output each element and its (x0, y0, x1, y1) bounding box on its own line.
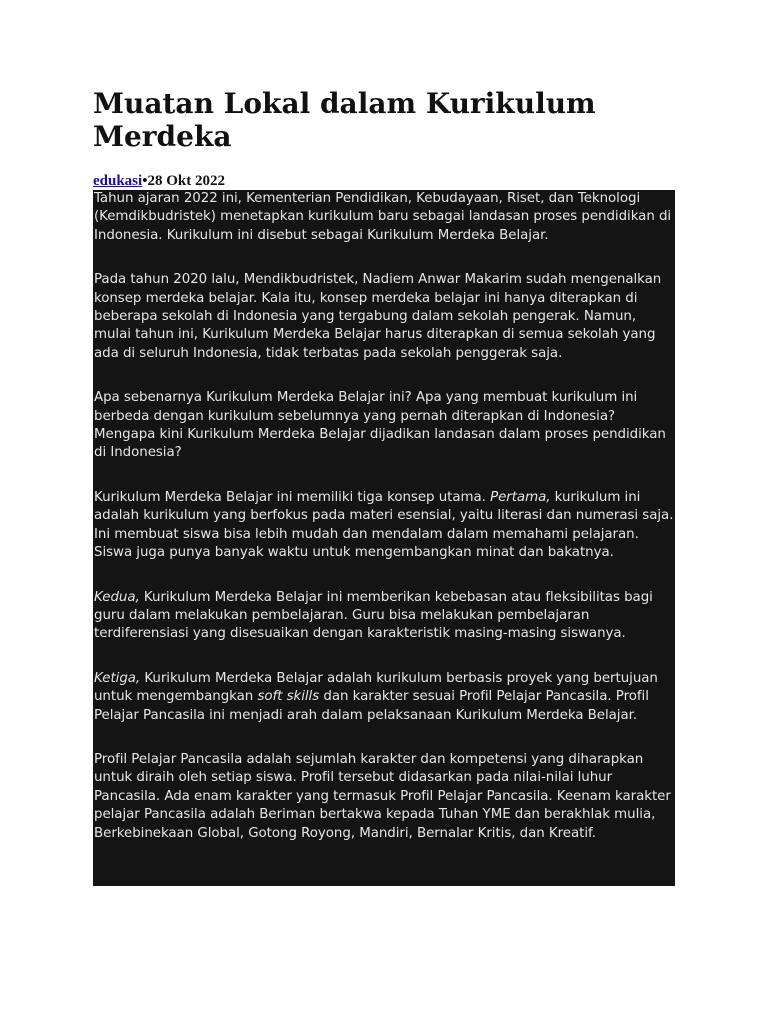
paragraph-4-rest: kurikulum ini adalah kurikulum yang berfokus pada materi esensial, yaitu literasi dan numerasi saja. Ini membuat siswa bisa lebih mudah dan mendalam dalam memahami pelajaran. Siswa juga punya banyak waktu untuk mengembangkan minat dan bakatnya. (94, 489, 674, 561)
publish-date: 28 Okt 2022 (147, 173, 225, 189)
paragraph-6 (94, 670, 675, 725)
paragraph-5-rest: Kurikulum Merdeka Belajar ini memberikan kebebasan atau fleksibilitas bagi guru dalam melakukan pembelajaran. Guru bisa melakukan pembelajaran terdiferensiasi yang disesuaikan dengan karakteristik masing-masing siswanya. (94, 589, 653, 642)
paragraph-6-rest: dan karakter sesuai Profil Pelajar Pancasila. Profil Pelajar Pancasila ini menjadi arah dalam pelaksanaan Kurikulum Merdeka Belajar. (94, 689, 649, 723)
paragraph-4 (94, 489, 675, 563)
paragraph-7: Profil Pelajar Pancasila adalah sejumlah karakter dan kompetensi yang diharapkan untuk diraih oleh setiap siswa. Profil tersebut didasarkan pada nilai-nilai luhur Pancasila. Ada enam karakter yang termasuk Profil Pelajar Pancasila. Keenam karakter pelajar Pancasila adalah Beriman bertakwa kepada Tuhan YME dan berakhlak mulia, Berkebinekaan Global, Gotong Royong, Mandiri, Bernalar Kritis, dan Kreatif. (94, 751, 671, 841)
paragraph-5-emphasis: Kedua, (94, 589, 140, 605)
page-title: Muatan Lokal dalam Kurikulum Merdeka (93, 87, 596, 153)
paragraph-3: Apa sebenarnya Kurikulum Merdeka Belajar ini? Apa yang membuat kurikulum ini berbeda dengan kurikulum sebelumnya yang pernah diterapkan di Indonesia? Mengapa kini Kurikulum Merdeka Belajar dijadikan landasan dalam proses pendidikan di Indonesia? (94, 390, 666, 461)
paragraph-1: Tahun ajaran 2022 ini, Kementerian Pendidikan, Kebudayaan, Riset, dan Teknologi (Kemdikbudristek) menetapkan kurikulum baru sebagai landasan proses pendidikan di Indonesia. Kurikulum ini disebut sebagai Kurikulum Merdeka Belajar. (94, 191, 672, 243)
paragraph-6-emphasis-2: soft skills (257, 689, 320, 705)
paragraph-6-emphasis: Ketiga, (94, 670, 141, 686)
paragraph-5 (94, 589, 675, 644)
article-body (93, 190, 675, 886)
paragraph-2: Pada tahun 2020 lalu, Mendikbudristek, Nadiem Anwar Makarim sudah mengenalkan konsep merdeka belajar. Kala itu, konsep merdeka belajar ini hanya diterapkan di beberapa sekolah di Indonesia yang tergabung dalam sekolah pengerak. Namun, mulai tahun ini, Kurikulum Merdeka Belajar harus diterapkan di semua sekolah yang ada di seluruh Indonesia, tidak terbatas pada sekolah penggerak saja. (94, 272, 662, 361)
article-meta (93, 173, 225, 190)
meta-separator: • (142, 173, 148, 189)
paragraph-4-emphasis: Pertama, (490, 489, 551, 505)
paragraph-4-intro: Kurikulum Merdeka Belajar ini memiliki tiga konsep utama. (94, 489, 491, 505)
paragraph-6-middle: Kurikulum Merdeka Belajar adalah kurikulum berbasis proyek yang bertujuan untuk mengembangkan (94, 670, 658, 705)
category-link[interactable]: edukasi (93, 173, 143, 189)
